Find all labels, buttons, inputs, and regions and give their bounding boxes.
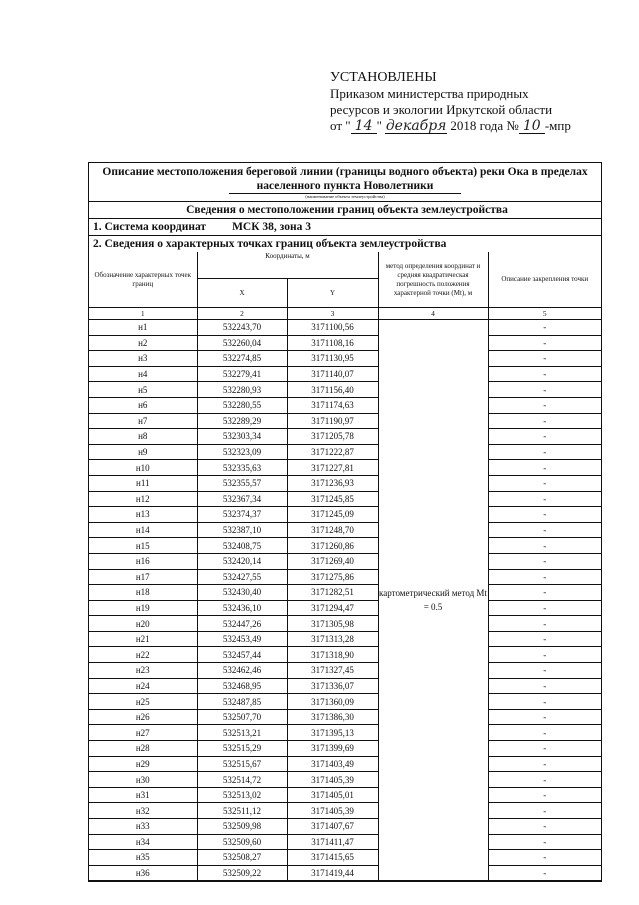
point-id-cell: н25	[89, 694, 197, 710]
fixing-cell: -	[488, 694, 601, 710]
fixing-cell: -	[488, 475, 601, 491]
point-y-cell: 3171174,63	[287, 397, 378, 413]
table-row	[89, 522, 601, 538]
points-table	[89, 252, 601, 881]
table-row	[89, 475, 601, 491]
point-y-cell: 3171419,44	[287, 865, 378, 881]
table-row	[89, 787, 601, 803]
point-y-cell: 3171327,45	[287, 663, 378, 679]
point-x-cell: 532374,37	[197, 507, 287, 523]
points-table-body	[89, 320, 601, 881]
table-row	[89, 366, 601, 382]
point-id-cell: н32	[89, 803, 197, 819]
point-id-cell: н6	[89, 397, 197, 413]
approval-number: 10	[522, 118, 541, 134]
table-row	[89, 678, 601, 694]
point-y-cell: 3171360,09	[287, 694, 378, 710]
table-row	[89, 397, 601, 413]
point-id-cell: н36	[89, 865, 197, 881]
table-row	[89, 709, 601, 725]
point-id-cell: н28	[89, 741, 197, 757]
table-row	[89, 538, 601, 554]
fixing-cell: -	[488, 538, 601, 554]
point-x-cell: 532427,55	[197, 569, 287, 585]
column-number-4: 4	[378, 308, 488, 320]
point-x-cell: 532436,10	[197, 600, 287, 616]
fixing-cell: -	[488, 834, 601, 850]
fixing-cell: -	[488, 382, 601, 398]
fixing-cell: -	[488, 647, 601, 663]
table-row	[89, 803, 601, 819]
point-y-cell: 3171190,97	[287, 413, 378, 429]
point-x-cell: 532323,09	[197, 444, 287, 460]
point-x-cell: 532420,14	[197, 553, 287, 569]
point-y-cell: 3171405,39	[287, 772, 378, 788]
fixing-cell: -	[488, 631, 601, 647]
table-row	[89, 491, 601, 507]
fixing-cell: -	[488, 803, 601, 819]
point-x-cell: 532279,41	[197, 366, 287, 382]
fixing-cell: -	[488, 320, 601, 336]
point-x-cell: 532487,85	[197, 694, 287, 710]
point-id-cell: н19	[89, 600, 197, 616]
point-y-cell: 3171269,40	[287, 553, 378, 569]
point-id-cell: н33	[89, 819, 197, 835]
header-y: Y	[287, 279, 378, 308]
fixing-cell: -	[488, 569, 601, 585]
point-y-cell: 3171318,90	[287, 647, 378, 663]
point-x-cell: 532468,95	[197, 678, 287, 694]
fixing-cell: -	[488, 725, 601, 741]
fixing-cell: -	[488, 741, 601, 757]
column-number-5: 5	[488, 308, 601, 320]
point-id-cell: н22	[89, 647, 197, 663]
table-row	[89, 600, 601, 616]
table-row	[89, 585, 601, 601]
point-x-cell: 532514,72	[197, 772, 287, 788]
point-y-cell: 3171260,86	[287, 538, 378, 554]
section-coordinate-system	[89, 218, 601, 235]
point-id-cell: н4	[89, 366, 197, 382]
document-title-note: (наименование объекта землеустройства)	[229, 193, 461, 201]
point-y-cell: 3171403,49	[287, 756, 378, 772]
approval-from-prefix: от "	[330, 118, 351, 133]
approval-date-line	[330, 118, 630, 134]
point-id-cell: н17	[89, 569, 197, 585]
point-x-cell: 532507,70	[197, 709, 287, 725]
table-row	[89, 444, 601, 460]
point-y-cell: 3171236,93	[287, 475, 378, 491]
point-x-cell: 532453,49	[197, 631, 287, 647]
section-points-heading: 2. Сведения о характерных точках границ объекта землеустройства	[89, 235, 601, 252]
point-id-cell: н21	[89, 631, 197, 647]
section1-value: МСК 38, зона 3	[232, 221, 311, 233]
point-x-cell: 532355,57	[197, 475, 287, 491]
point-id-cell: н3	[89, 351, 197, 367]
point-id-cell: н24	[89, 678, 197, 694]
point-y-cell: 3171108,16	[287, 335, 378, 351]
approval-stamp	[330, 70, 630, 134]
point-x-cell: 532457,44	[197, 647, 287, 663]
point-y-cell: 3171227,81	[287, 460, 378, 476]
point-y-cell: 3171156,40	[287, 382, 378, 398]
section1-label: 1. Система координат	[93, 221, 207, 233]
point-id-cell: н23	[89, 663, 197, 679]
table-row	[89, 320, 601, 336]
fixing-cell: -	[488, 600, 601, 616]
point-x-cell: 532280,93	[197, 382, 287, 398]
point-x-cell: 532447,26	[197, 616, 287, 632]
section-header: Сведения о местоположении границ объекта землеустройства	[89, 201, 601, 218]
document-frame	[88, 162, 602, 882]
point-x-cell: 532430,40	[197, 585, 287, 601]
fixing-cell: -	[488, 429, 601, 445]
table-row	[89, 413, 601, 429]
table-row	[89, 694, 601, 710]
approval-heading: УСТАНОВЛЕНЫ	[330, 70, 437, 85]
point-y-cell: 3171386,30	[287, 709, 378, 725]
point-x-cell: 532408,75	[197, 538, 287, 554]
fixing-cell: -	[488, 787, 601, 803]
point-x-cell: 532387,10	[197, 522, 287, 538]
fixing-cell: -	[488, 850, 601, 866]
point-id-cell: н29	[89, 756, 197, 772]
fixing-cell: -	[488, 413, 601, 429]
table-row	[89, 553, 601, 569]
point-y-cell: 3171140,07	[287, 366, 378, 382]
table-row	[89, 507, 601, 523]
fixing-cell: -	[488, 678, 601, 694]
point-id-cell: н15	[89, 538, 197, 554]
point-x-cell: 532509,60	[197, 834, 287, 850]
approval-day: 14	[354, 118, 373, 134]
point-y-cell: 3171407,67	[287, 819, 378, 835]
point-y-cell: 3171399,69	[287, 741, 378, 757]
point-id-cell: н30	[89, 772, 197, 788]
table-row	[89, 647, 601, 663]
table-row	[89, 756, 601, 772]
point-x-cell: 532509,98	[197, 819, 287, 835]
point-y-cell: 3171305,98	[287, 616, 378, 632]
point-x-cell: 532509,22	[197, 865, 287, 881]
point-y-cell: 3171395,13	[287, 725, 378, 741]
point-x-cell: 532508,27	[197, 850, 287, 866]
point-x-cell: 532280,55	[197, 397, 287, 413]
point-x-cell: 532335,63	[197, 460, 287, 476]
point-id-cell: н14	[89, 522, 197, 538]
point-x-cell: 532513,02	[197, 787, 287, 803]
point-id-cell: н26	[89, 709, 197, 725]
column-number-2: 2	[197, 308, 287, 320]
fixing-cell: -	[488, 585, 601, 601]
column-number-3: 3	[287, 308, 378, 320]
fixing-cell: -	[488, 351, 601, 367]
point-x-cell: 532515,67	[197, 756, 287, 772]
method-cell: картометрический метод Mt = 0.5	[378, 320, 488, 881]
header-designation: Обозначение характерных точек границ	[89, 252, 197, 308]
fixing-cell: -	[488, 553, 601, 569]
fixing-cell: -	[488, 756, 601, 772]
point-id-cell: н8	[89, 429, 197, 445]
header-x: X	[197, 279, 287, 308]
point-y-cell: 3171205,78	[287, 429, 378, 445]
approval-line-2: Приказом министерства природных	[330, 86, 529, 101]
point-y-cell: 3171405,39	[287, 803, 378, 819]
point-id-cell: н16	[89, 553, 197, 569]
point-y-cell: 3171275,86	[287, 569, 378, 585]
point-y-cell: 3171245,85	[287, 491, 378, 507]
fixing-cell: -	[488, 522, 601, 538]
point-id-cell: н10	[89, 460, 197, 476]
point-y-cell: 3171405,01	[287, 787, 378, 803]
table-row	[89, 460, 601, 476]
table-row	[89, 335, 601, 351]
approval-month: декабря	[385, 118, 447, 134]
point-x-cell: 532462,46	[197, 663, 287, 679]
point-y-cell: 3171100,56	[287, 320, 378, 336]
point-id-cell: н2	[89, 335, 197, 351]
table-row	[89, 351, 601, 367]
point-x-cell: 532260,04	[197, 335, 287, 351]
fixing-cell: -	[488, 772, 601, 788]
point-id-cell: н5	[89, 382, 197, 398]
point-id-cell: н35	[89, 850, 197, 866]
point-id-cell: н7	[89, 413, 197, 429]
point-y-cell: 3171282,51	[287, 585, 378, 601]
point-y-cell: 3171245,09	[287, 507, 378, 523]
point-id-cell: н18	[89, 585, 197, 601]
point-y-cell: 3171248,70	[287, 522, 378, 538]
fixing-cell: -	[488, 397, 601, 413]
point-id-cell: н27	[89, 725, 197, 741]
point-id-cell: н9	[89, 444, 197, 460]
fixing-cell: -	[488, 491, 601, 507]
approval-suffix: -мпр	[544, 118, 571, 133]
approval-line-3: ресурсов и экологии Иркутской области	[330, 102, 553, 117]
table-row	[89, 865, 601, 881]
table-row	[89, 631, 601, 647]
point-y-cell: 3171313,28	[287, 631, 378, 647]
table-row	[89, 663, 601, 679]
point-x-cell: 532303,34	[197, 429, 287, 445]
approval-year-text: 2018 года №	[450, 118, 519, 133]
point-x-cell: 532511,12	[197, 803, 287, 819]
point-id-cell: н13	[89, 507, 197, 523]
header-method: метод определения координат и средняя квадратическая погрешность положения характерной точки (Mt), м	[378, 252, 488, 308]
fixing-cell: -	[488, 366, 601, 382]
fixing-cell: -	[488, 865, 601, 881]
point-y-cell: 3171336,07	[287, 678, 378, 694]
column-number-1: 1	[89, 308, 197, 320]
point-x-cell: 532274,85	[197, 351, 287, 367]
point-y-cell: 3171294,47	[287, 600, 378, 616]
fixing-cell: -	[488, 444, 601, 460]
table-row	[89, 834, 601, 850]
point-id-cell: н20	[89, 616, 197, 632]
fixing-cell: -	[488, 616, 601, 632]
table-row	[89, 382, 601, 398]
point-x-cell: 532515,29	[197, 741, 287, 757]
point-y-cell: 3171222,87	[287, 444, 378, 460]
table-row	[89, 772, 601, 788]
fixing-cell: -	[488, 460, 601, 476]
approval-mid-quote: "	[376, 118, 382, 133]
header-fixing: Описание закрепления точки	[488, 252, 601, 308]
point-x-cell: 532367,34	[197, 491, 287, 507]
fixing-cell: -	[488, 507, 601, 523]
point-id-cell: н1	[89, 320, 197, 336]
fixing-cell: -	[488, 663, 601, 679]
point-x-cell: 532289,29	[197, 413, 287, 429]
fixing-cell: -	[488, 335, 601, 351]
fixing-cell: -	[488, 819, 601, 835]
table-row	[89, 569, 601, 585]
point-y-cell: 3171411,47	[287, 834, 378, 850]
point-id-cell: н34	[89, 834, 197, 850]
document-title: Описание местоположения береговой линии (границы водного объекта) реки Ока в пределах населенного пункта Новолетники	[102, 166, 588, 192]
table-row	[89, 850, 601, 866]
point-x-cell: 532243,70	[197, 320, 287, 336]
point-id-cell: н31	[89, 787, 197, 803]
table-row	[89, 616, 601, 632]
point-id-cell: н12	[89, 491, 197, 507]
table-row	[89, 741, 601, 757]
table-row	[89, 819, 601, 835]
table-row	[89, 429, 601, 445]
point-x-cell: 532513,21	[197, 725, 287, 741]
fixing-cell: -	[488, 709, 601, 725]
point-id-cell: н11	[89, 475, 197, 491]
point-y-cell: 3171415,65	[287, 850, 378, 866]
table-row	[89, 725, 601, 741]
header-coordinates: Координаты, м	[197, 252, 378, 279]
point-y-cell: 3171130,95	[287, 351, 378, 367]
